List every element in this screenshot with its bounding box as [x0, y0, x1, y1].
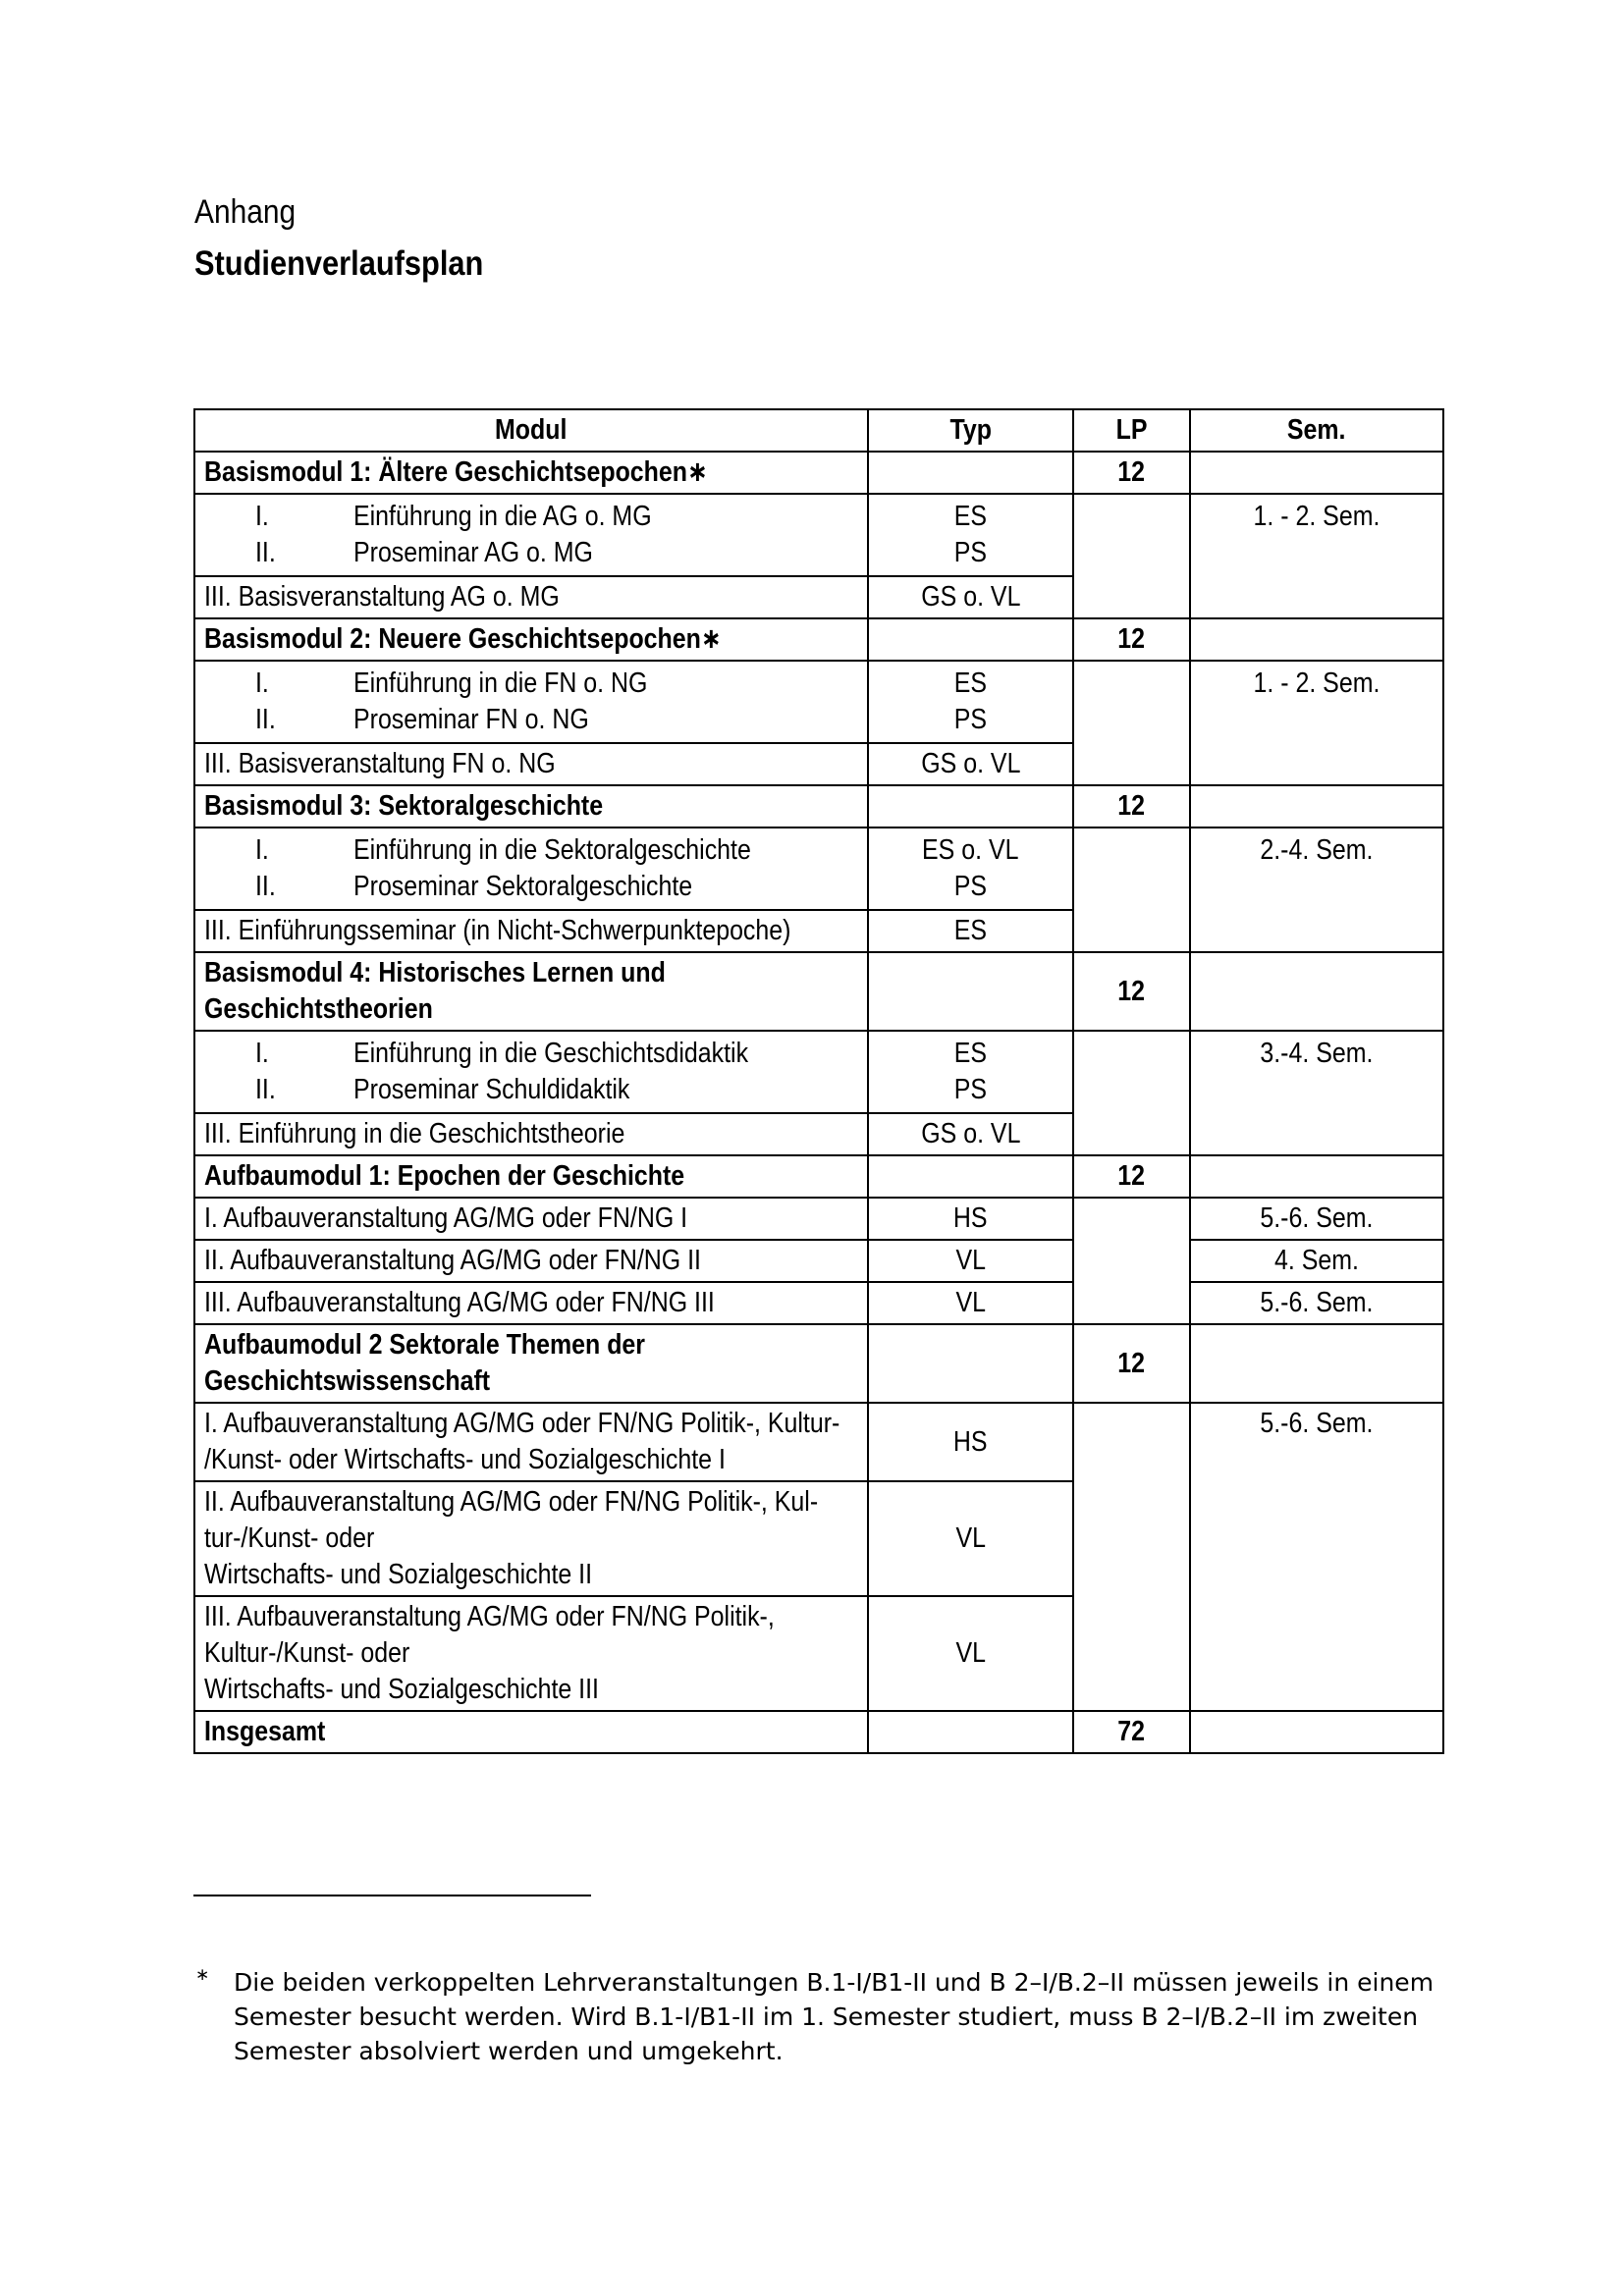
total-label: Insgesamt — [194, 1711, 868, 1753]
table-row — [194, 1282, 1443, 1324]
module-title: Basismodul 1: Ältere Geschichtsepochen∗ — [194, 452, 868, 494]
course-type: ES PS — [868, 494, 1073, 576]
table-row — [194, 1031, 1443, 1113]
course-type: GS o. VL — [868, 576, 1073, 618]
module-title-row — [194, 618, 1443, 661]
module-title-row — [194, 952, 1443, 1031]
course-type: VL — [868, 1481, 1073, 1596]
course-type: HS — [868, 1198, 1073, 1240]
table-header-row — [194, 409, 1443, 452]
footnote-separator — [193, 1895, 591, 1896]
table-row — [194, 828, 1443, 910]
course-pair: I. Einführung in die Sektoralgeschichte II. Proseminar Sektoralgeschichte — [194, 828, 868, 910]
course-label: III. Einführungsseminar (in Nicht-Schwerpunktepoche) — [194, 910, 868, 952]
module-lp: 12 — [1073, 952, 1190, 1031]
module-lp: 12 — [1073, 452, 1190, 494]
total-lp: 72 — [1073, 1711, 1190, 1753]
module-title-row — [194, 452, 1443, 494]
module-semester: 5.-6. Sem. — [1190, 1403, 1443, 1711]
footnote-mark: ∗ — [195, 1965, 210, 1984]
study-plan-table — [193, 408, 1444, 1754]
table-row — [194, 1403, 1443, 1481]
table-row — [194, 1240, 1443, 1282]
module-title: Aufbaumodul 2 Sektorale Themen der Geschichtswissenschaft — [194, 1324, 868, 1403]
course-label: II. Aufbauveranstaltung AG/MG oder FN/NG Politik-, Kul- tur-/Kunst- oder Wirtschafts- und Sozialgeschichte II — [194, 1481, 868, 1596]
course-pair: I. Einführung in die FN o. NG II. Proseminar FN o. NG — [194, 661, 868, 743]
course-type: ES o. VL PS — [868, 828, 1073, 910]
course-type: GS o. VL — [868, 743, 1073, 785]
course-label: I. Aufbauveranstaltung AG/MG oder FN/NG I — [194, 1198, 868, 1240]
module-title-row — [194, 1155, 1443, 1198]
total-row — [194, 1711, 1443, 1753]
course-type: ES — [868, 910, 1073, 952]
footnote-text: Die beiden verkoppelten Lehrveranstaltungen B.1-I/B1-II und B 2–I/B.2–II müssen jeweils in einem Semester besucht werden. Wird B.1-I/B1-II im 1. Semester studiert, muss B 2–I/B.2–II im zweiten Semester absolviert werden und umgekehrt. — [234, 1968, 1435, 2065]
course-semester: 4. Sem. — [1190, 1240, 1443, 1282]
course-label: III. Aufbauveranstaltung AG/MG oder FN/NG III — [194, 1282, 868, 1324]
module-lp: 12 — [1073, 1324, 1190, 1403]
module-title-row — [194, 1324, 1443, 1403]
module-title-row — [194, 785, 1443, 828]
header-sem: Sem. — [1190, 409, 1443, 452]
course-label: III. Basisveranstaltung FN o. NG — [194, 743, 868, 785]
course-type: VL — [868, 1282, 1073, 1324]
header-lp: LP — [1073, 409, 1190, 452]
header-modul: Modul — [194, 409, 868, 452]
course-label: I. Aufbauveranstaltung AG/MG oder FN/NG Politik-, Kultur- /Kunst- oder Wirtschafts- und Sozialgeschichte I — [194, 1403, 868, 1481]
header-typ: Typ — [868, 409, 1073, 452]
module-semester: 2.-4. Sem. — [1190, 828, 1443, 952]
module-title: Basismodul 2: Neuere Geschichtsepochen∗ — [194, 618, 868, 661]
module-title: Basismodul 3: Sektoralgeschichte — [194, 785, 868, 828]
course-type: ES PS — [868, 661, 1073, 743]
course-semester: 5.-6. Sem. — [1190, 1282, 1443, 1324]
course-label: III. Einführung in die Geschichtstheorie — [194, 1113, 868, 1155]
course-type: VL — [868, 1240, 1073, 1282]
module-lp: 12 — [1073, 1155, 1190, 1198]
module-lp: 12 — [1073, 785, 1190, 828]
course-label: II. Aufbauveranstaltung AG/MG oder FN/NG II — [194, 1240, 868, 1282]
course-type: VL — [868, 1596, 1073, 1711]
module-title: Aufbaumodul 1: Epochen der Geschichte — [194, 1155, 868, 1198]
table-row — [194, 661, 1443, 743]
page-title: Studienverlaufsplan — [194, 244, 484, 283]
course-pair: I. Einführung in die AG o. MG II. Proseminar AG o. MG — [194, 494, 868, 576]
course-label: III. Basisveranstaltung AG o. MG — [194, 576, 868, 618]
course-pair: I. Einführung in die Geschichtsdidaktik II. Proseminar Schuldidaktik — [194, 1031, 868, 1113]
course-type: ES PS — [868, 1031, 1073, 1113]
course-label: III. Aufbauveranstaltung AG/MG oder FN/NG Politik-, Kultur-/Kunst- oder Wirtschafts- und Sozialgeschichte III — [194, 1596, 868, 1711]
table-row — [194, 1198, 1443, 1240]
appendix-label: Anhang — [194, 193, 297, 231]
module-semester: 3.-4. Sem. — [1190, 1031, 1443, 1155]
module-semester: 1. - 2. Sem. — [1190, 661, 1443, 785]
table-row — [194, 494, 1443, 576]
module-semester: 1. - 2. Sem. — [1190, 494, 1443, 618]
module-lp: 12 — [1073, 618, 1190, 661]
course-type: GS o. VL — [868, 1113, 1073, 1155]
course-semester: 5.-6. Sem. — [1190, 1198, 1443, 1240]
course-type: HS — [868, 1403, 1073, 1481]
module-title: Basismodul 4: Historisches Lernen und Geschichtstheorien — [194, 952, 868, 1031]
